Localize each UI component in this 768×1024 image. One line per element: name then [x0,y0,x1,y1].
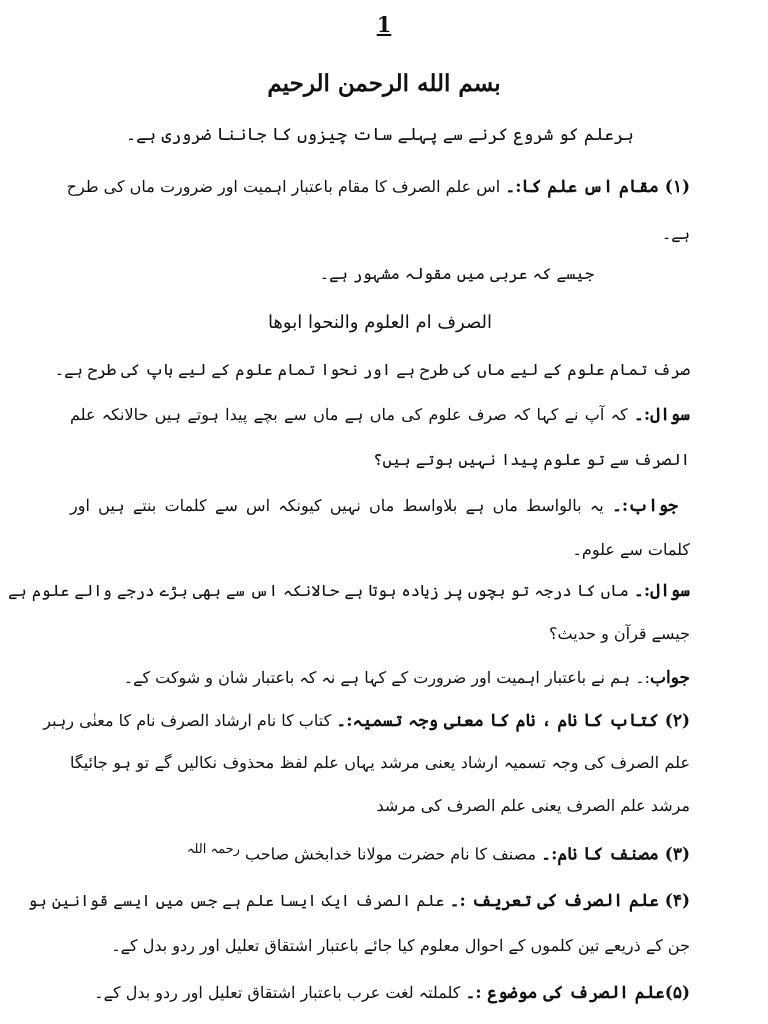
section-1-heading: (۱) مقام اس علم کا:۔ [505,177,690,197]
section-1-line-2: ہے۔ [661,224,690,243]
bismillah-heading: بسم الله الرحمن الرحیم [267,70,501,97]
answer-1-text-1: یہ بالواسط ماں ہے بلاواسط ماں نہیں کیونکہ اس سے کلمات بنتے ہیں اور [70,496,612,515]
page-number: 1 [376,12,392,37]
question-1-label: سوال:۔ [633,405,690,425]
section-4-heading: (۴) علم الصرف کی تعریف :۔ [449,891,690,911]
arabic-saying: الصرف ام العلوم والنحوا ابوھا [267,312,493,333]
section-2-line-3: مرشد علم الصرف یعنی علم الصرف کی مرشد [376,796,690,815]
section-2-text-1: کتاب کا نام ارشاد الصرف نام کا معنٰی رہبر [43,711,337,730]
section-3-text: مصنف کا نام حضرت مولانا خدابخش صاحب [245,844,542,864]
rahimahullah-honorific: رحمہ اللہ [186,842,240,857]
answer-2-text: :۔ ہم نے باعتبار اہمیت اور ضرورت کے کہا ہے نہ کہ باعتبار شان و شوکت کے۔ [123,668,650,687]
intro-line: ہرعلم کو شروع کرنے سے پہلے سات چیزوں کا جاننا ضروری ہے۔ [126,125,634,145]
section-4-line-1 [28,890,690,912]
answer-2-label: جواب [649,668,690,688]
section-2-line-1 [43,710,690,732]
section-1-line-1 [66,176,690,198]
section-5-line [70,982,690,1004]
question-1-text-1: کہ آپ نے کہا کہ صرف علوم کی ماں ہے ماں سے بچے پیدا ہوتے ہیں حالانکہ علم [70,405,634,424]
section-4-text-1: علم الصرف ایک ایسا علم ہے جس میں ایسے قوانین ہو [28,891,450,910]
answer-1-label: جواب:۔ [611,496,679,516]
section-2-line-2: علم الصرف کی وجہ تسمیہ ارشاد یعنی مرشد یہاں علم لفظ محذوف نکالیں گے تو ہو جائیگا [70,753,690,772]
answer-2-line [70,667,690,689]
answer-1-line-2: کلمات سے علوم۔ [572,540,690,559]
example-intro: جیسے کہ عربی میں مقولہ مشہور ہے۔ [319,264,594,283]
section-5-text: کلملتہ لغت عرب باعتبار اشتقاق تعلیل اور ردو بدل کے۔ [94,983,466,1002]
answer-1-line-1 [70,495,690,517]
explanation-line: صرف تمام علوم کے لیے ماں کی طرح ہے اور نحوا تمام علوم کے لیے باپ کی طرح ہے۔ [54,360,690,379]
section-1-text-1: اس علم الصرف کا مقام باعتبار اہمیت اور ضرورت ماں کی طرح [66,177,506,196]
question-2-line-2: جیسے قرآن و حدیث؟ [549,624,690,643]
section-4-line-2: جن کے ذریعے تین کلموں کے احوال معلوم کیا جائے باعتبار اشتقاق تعلیل اور ردو بدل کے۔ [111,936,690,955]
question-1-line-2: الصرف سے تو علوم پیدا نہیں ہوتے ہیں؟ [373,450,690,469]
question-1-line-1 [70,404,690,426]
question-2-line-1 [7,580,690,602]
question-2-label: سوال:۔ [633,581,690,601]
section-3-heading: (۳) مصنف کا نام:۔ [541,844,690,865]
section-2-heading: (۲) کتاب کا نام ، نام کا معنٰی وجہ تسمیہ:۔ [336,711,690,731]
section-5-heading: (۵)علم الصرف کی موضوع :۔ [465,983,690,1003]
section-3-line [70,842,690,865]
question-2-text-1: ماں کا درجہ تو بچوں پر زیادہ ہوتا ہے حالانکہ اس سے بھی بڑے درجے والے علوم ہے [7,581,634,600]
